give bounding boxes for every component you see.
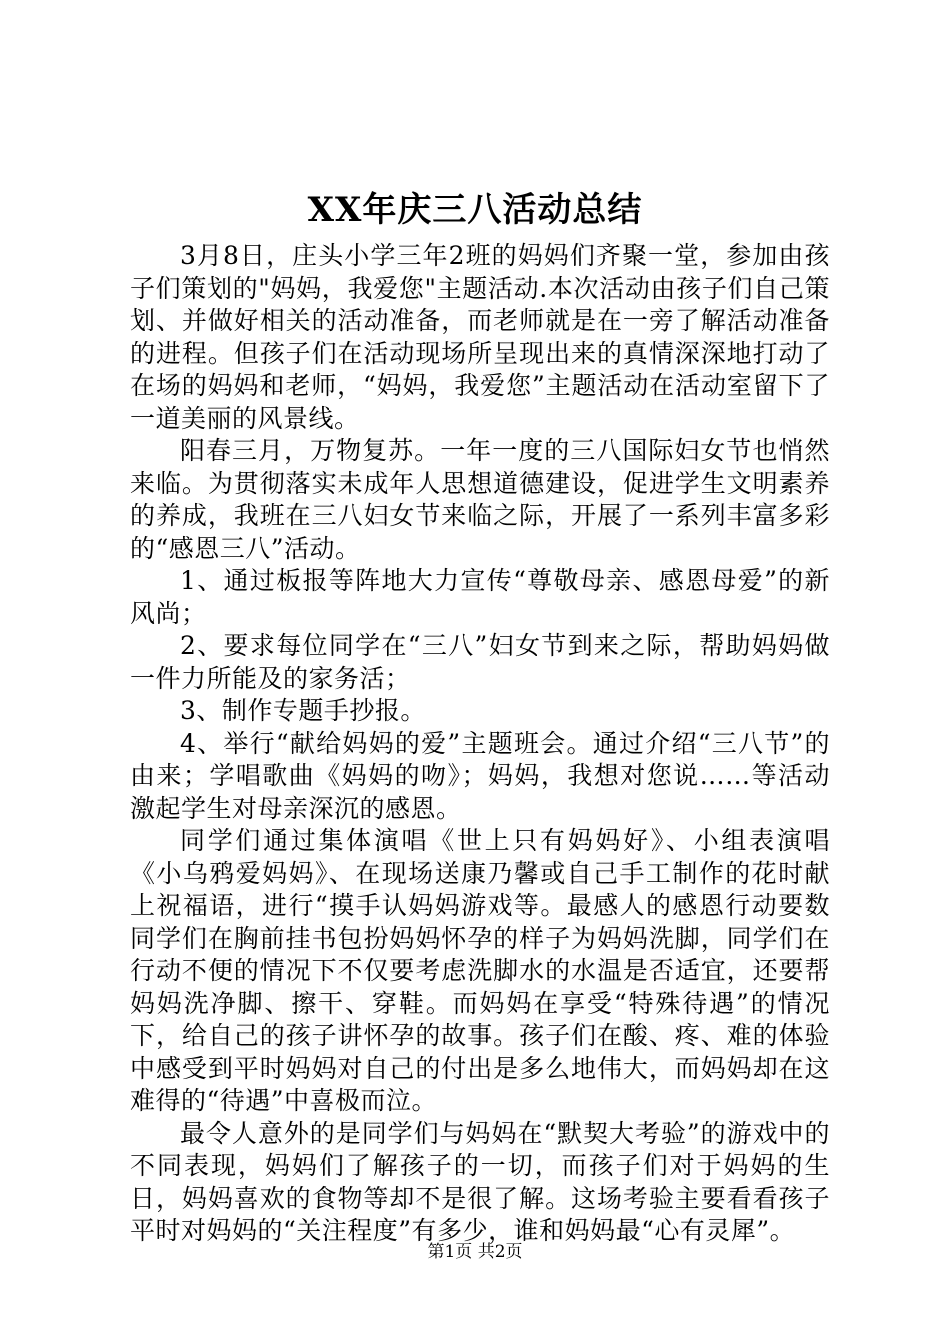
paragraph-game: 最令人意外的是同学们与妈妈在“默契大考验”的游戏中的不同表现，妈妈们了解孩子的一切，而孩子们对于妈妈的生日，妈妈喜欢的食物等却不是很了解。这场考验主要看看孩子平时对妈妈的“关注程度”有多少，谁和妈妈最“心有灵犀”。 — [130, 1118, 830, 1245]
paragraph-activities: 同学们通过集体演唱《世上只有妈妈好》、小组表演唱《小乌鸦爱妈妈》、在现场送康乃馨或自己手工制作的花时献上祝福语，进行“摸手认妈妈游戏等。最感人的感恩行动要数同学们在胸前挂书包扮妈妈怀孕的样子为妈妈洗脚，同学们在行动不便的情况下不仅要考虑洗脚水的水温是否适宜，还要帮妈妈洗净脚、擦干、穿鞋。而妈妈在享受“特殊待遇”的情况下，给自己的孩子讲怀孕的故事。孩子们在酸、疼、难的体验中感受到平时妈妈对自己的付出是多么地伟大，而妈妈却在这难得的“待遇”中喜极而泣。 — [130, 826, 830, 1115]
paragraph-item-4: 4、举行“献给妈妈的爱”主题班会。通过介绍“三八节”的由来；学唱歌曲《妈妈的吻》；妈妈，我想对您说……等活动激起学生对母亲深沉的感恩。 — [130, 728, 830, 823]
paragraph-item-3: 3、制作专题手抄报。 — [180, 696, 426, 725]
paragraph-intro: 3月8日，庄头小学三年2班的妈妈们齐聚一堂，参加由孩子们策划的"妈妈，我爱您"主题活动.本次活动由孩子们自己策划、并做好相关的活动准备，而老师就是在一旁了解活动准备的进程。但孩子们在活动现场所呈现出来的真情深深地打动了在场的妈妈和老师，“妈妈，我爱您”主题活动在活动室留下了一道美丽的风景线。 — [130, 241, 830, 433]
document-title: XX年庆三八活动总结 — [307, 190, 643, 230]
paragraph-item-1: 1、通过板报等阵地大力宣传“尊敬母亲、感恩母爱”的新风尚； — [130, 566, 830, 628]
page-number-footer: 第1页 共2页 — [427, 1242, 523, 1262]
paragraph-item-2: 2、要求每位同学在“三八”妇女节到来之际，帮助妈妈做一件力所能及的家务活； — [130, 631, 830, 693]
paragraph-background: 阳春三月，万物复苏。一年一度的三八国际妇女节也悄然来临。为贯彻落实未成年人思想道德建设，促进学生文明素养的养成，我班在三八妇女节来临之际，开展了一系列丰富多彩的“感恩三八”活动。 — [130, 436, 830, 563]
document-body — [130, 240, 830, 1248]
